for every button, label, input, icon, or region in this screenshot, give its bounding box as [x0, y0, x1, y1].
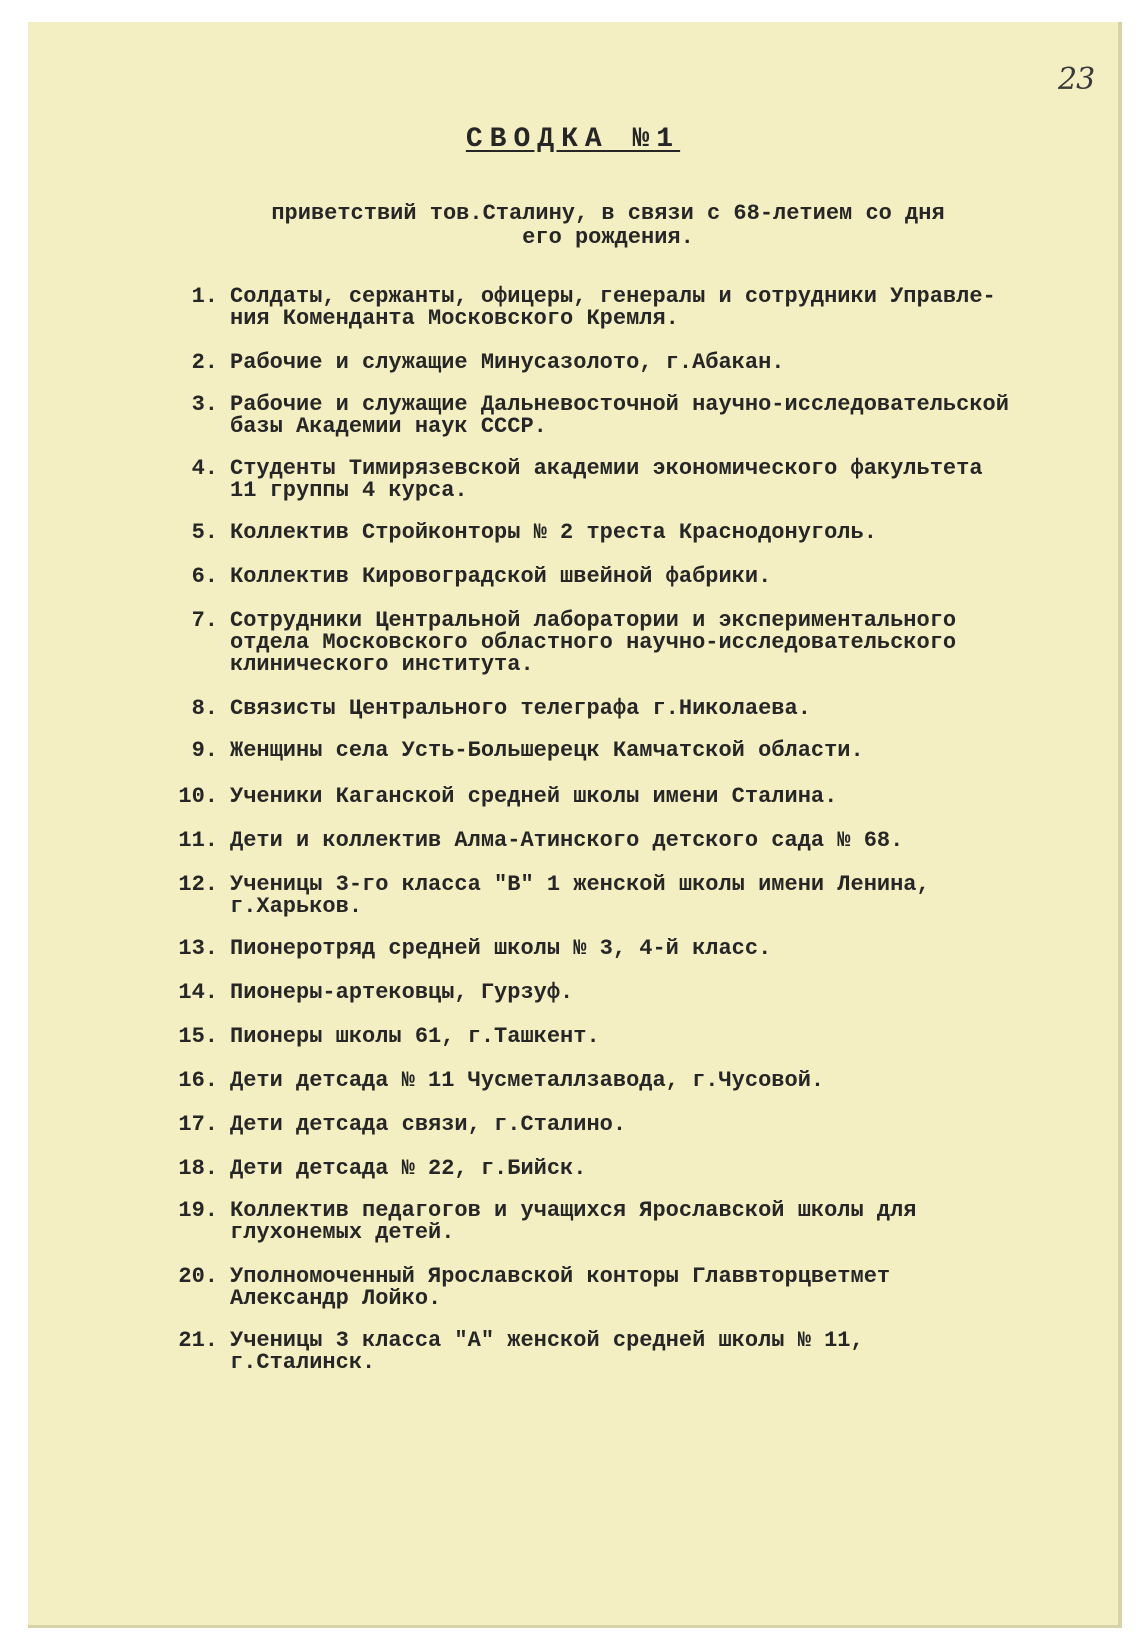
list-item-line: Солдаты, сержанты, офицеры, генералы и сотрудники Управле-	[230, 284, 996, 309]
list-item-line: Ученицы 3-го класса "В" 1 женской школы имени Ленина,	[230, 872, 930, 897]
list-item	[148, 610, 1122, 676]
list-item-text	[230, 740, 1122, 762]
list-item-line: отдела Московского областного научно-исследовательского	[230, 630, 957, 655]
list-item-line: Дети детсада № 11 Чусметаллзавода, г.Чусовой.	[230, 1068, 825, 1093]
list-item	[148, 1158, 1122, 1180]
list-item-text	[230, 786, 1122, 808]
list-item	[148, 740, 1122, 762]
list-item-text	[230, 1200, 1122, 1244]
list-item-number: 1.	[191, 284, 218, 309]
list-item-number: 2.	[191, 350, 218, 375]
list-item-text	[230, 874, 1122, 918]
list-item-text	[230, 1026, 1122, 1048]
list-item-line: Александр Лойко.	[230, 1286, 442, 1311]
list-item-line: г.Сталинск.	[230, 1350, 376, 1375]
list-item-text	[230, 830, 1122, 852]
list-item-number: 5.	[191, 520, 218, 545]
list-item-line: 11 группы 4 курса.	[230, 478, 468, 503]
list-item-number: 21.	[178, 1328, 218, 1353]
list-item	[148, 286, 1122, 330]
list-item-text	[230, 352, 1122, 374]
list-item-text	[230, 610, 1122, 676]
list-item-line: Ученицы 3 класса "А" женской средней школы № 11,	[230, 1328, 864, 1353]
list-item-line: Студенты Тимирязевской академии экономического факультета	[230, 456, 983, 481]
list-item-number: 13.	[178, 936, 218, 961]
list-item-number: 7.	[191, 608, 218, 633]
list-item-number: 4.	[191, 456, 218, 481]
list-item-text	[230, 566, 1122, 588]
list-item-line: Дети детсада № 22, г.Бийск.	[230, 1156, 587, 1181]
list-item	[148, 522, 1122, 544]
list-item-line: Коллектив Стройконторы № 2 треста Краснодонуголь.	[230, 520, 877, 545]
list-item-number: 18.	[178, 1156, 218, 1181]
list-item-number: 15.	[178, 1024, 218, 1049]
list-item	[148, 458, 1122, 502]
list-item-line: Сотрудники Центральной лаборатории и экспериментального	[230, 608, 957, 633]
list-item-number: 19.	[178, 1198, 218, 1223]
list-item-line: глухонемых детей.	[230, 1220, 455, 1245]
list-item	[148, 352, 1122, 374]
list-item-line: Пионеротряд средней школы № 3, 4-й класс.	[230, 936, 772, 961]
list-item	[148, 1266, 1122, 1310]
list-item	[148, 566, 1122, 588]
list-item-text	[230, 982, 1122, 1004]
list-item	[148, 982, 1122, 1004]
list-item-line: Связисты Центрального телеграфа г.Николаева.	[230, 696, 811, 721]
list-item-text	[230, 522, 1122, 544]
subtitle-line: его рождения.	[522, 225, 694, 250]
list-item-line: Коллектив Кировоградской швейной фабрики.	[230, 564, 772, 589]
list-item	[148, 1070, 1122, 1092]
list-item-line: Ученики Каганской средней школы имени Сталина.	[230, 784, 838, 809]
list-item	[148, 698, 1122, 720]
list-item	[148, 1026, 1122, 1048]
list-item-text	[230, 698, 1122, 720]
list-item-line: Рабочие и служащие Минусазолото, г.Абакан.	[230, 350, 785, 375]
list-item-number: 16.	[178, 1068, 218, 1093]
list-item-text	[230, 458, 1122, 502]
list-item-line: базы Академии наук СССР.	[230, 414, 547, 439]
list-item-text	[230, 286, 1122, 330]
list-item	[148, 1330, 1122, 1374]
list-item-number: 10.	[178, 784, 218, 809]
list-item-number: 6.	[191, 564, 218, 589]
list-item	[148, 1114, 1122, 1136]
list-item	[148, 786, 1122, 808]
list-item	[148, 1200, 1122, 1244]
list-item-number: 12.	[178, 872, 218, 897]
list-item-line: г.Харьков.	[230, 894, 363, 919]
list-item	[148, 394, 1122, 438]
list-item-line: Дети детсада связи, г.Сталино.	[230, 1112, 627, 1137]
document-page	[28, 22, 1122, 1628]
greetings-list	[28, 22, 1118, 1625]
list-item-number: 20.	[178, 1264, 218, 1289]
list-item-text	[230, 1070, 1122, 1092]
list-item-line: Дети и коллектив Алма-Атинского детского сада № 68.	[230, 828, 904, 853]
list-item-text	[230, 394, 1122, 438]
list-item-line: клинического института.	[230, 652, 534, 677]
list-item	[148, 938, 1122, 960]
list-item-line: Женщины села Усть-Большерецк Камчатской области.	[230, 738, 864, 763]
list-item-text	[230, 1330, 1122, 1374]
list-item-number: 8.	[191, 696, 218, 721]
list-item	[148, 830, 1122, 852]
document-title-text: СВОДКА №1	[465, 124, 681, 155]
list-item-number: 9.	[191, 738, 218, 763]
list-item-line: Пионеры-артековцы, Гурзуф.	[230, 980, 574, 1005]
list-item-text	[230, 1266, 1122, 1310]
list-item	[148, 874, 1122, 918]
page-number: 23	[1058, 62, 1095, 97]
list-item-text	[230, 938, 1122, 960]
list-item-number: 11.	[178, 828, 218, 853]
subtitle-line: приветствий тов.Сталину, в связи с 68-летием со дня	[271, 201, 945, 226]
list-item-number: 14.	[178, 980, 218, 1005]
list-item-line: Коллектив педагогов и учащихся Ярославской школы для	[230, 1198, 917, 1223]
list-item-line: Уполномоченный Ярославской конторы Главвторцветмет	[230, 1264, 891, 1289]
list-item-line: ния Коменданта Московского Кремля.	[230, 306, 679, 331]
list-item-number: 17.	[178, 1112, 218, 1137]
list-item-line: Пионеры школы 61, г.Ташкент.	[230, 1024, 600, 1049]
list-item-text	[230, 1114, 1122, 1136]
list-item-line: Рабочие и служащие Дальневосточной научно-исследовательской	[230, 392, 1009, 417]
list-item-text	[230, 1158, 1122, 1180]
list-item-number: 3.	[191, 392, 218, 417]
